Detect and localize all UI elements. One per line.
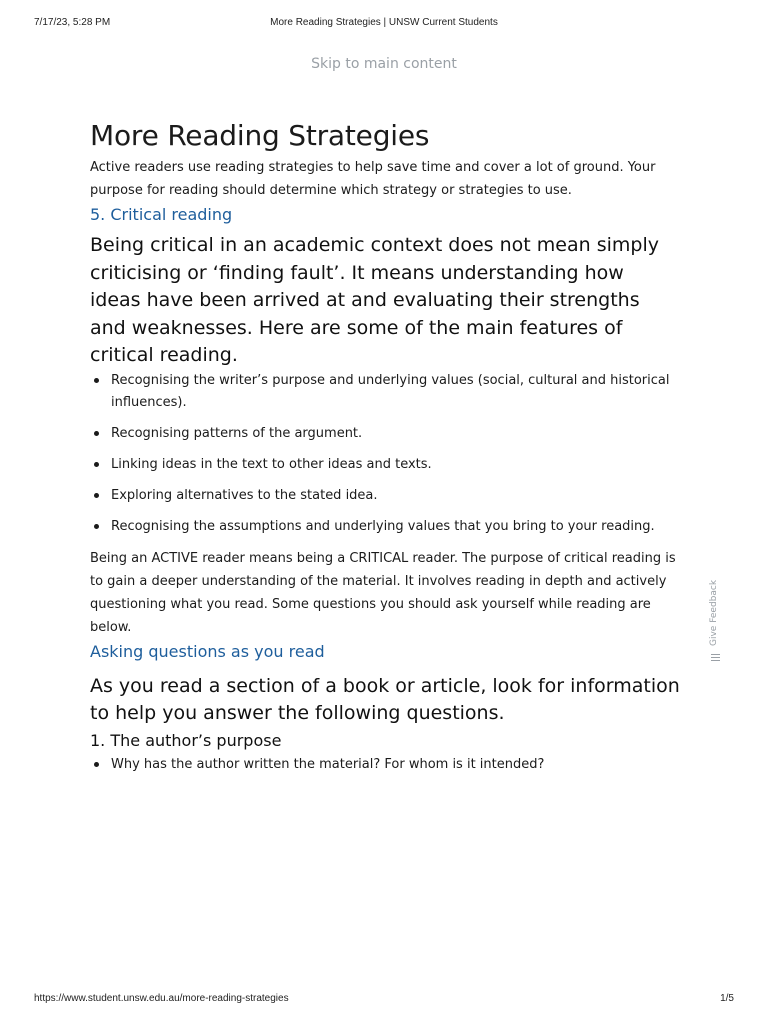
give-feedback-label: Give Feedback: [709, 579, 719, 646]
authors-purpose-questions-list: [90, 754, 680, 776]
critical-reading-heading: 5. Critical reading: [90, 205, 233, 224]
authors-purpose-heading: 1. The author’s purpose: [90, 730, 282, 750]
intro-paragraph: Active readers use reading strategies to help save time and cover a lot of ground. Your purpose for reading should determine which strategy or strategies to use.: [90, 160, 656, 198]
list-item: Recognising patterns of the argument.: [90, 423, 680, 445]
print-header: [34, 17, 734, 31]
list-item: Why has the author written the material? For whom is it intended?: [90, 754, 680, 776]
page-title: More Reading Strategies: [90, 119, 430, 152]
critical-reading-features-list: [90, 370, 680, 538]
page-indicator: 1/5: [720, 993, 734, 1004]
asking-questions-heading: Asking questions as you read: [90, 641, 325, 661]
print-datetime: 7/17/23, 5:28 PM: [34, 17, 111, 28]
list-item: Exploring alternatives to the stated idea.: [90, 485, 680, 507]
give-feedback-tab[interactable]: [706, 570, 726, 665]
print-document-title: More Reading Strategies | UNSW Current Students: [270, 17, 498, 28]
main-content: [90, 116, 680, 776]
active-reader-paragraph: Being an ACTIVE reader means being a CRITICAL reader. The purpose of critical reading is to gain a deeper understanding of the material. It involves reading in depth and actively questioning what you read. Some questions you should ask yourself while reading are below.: [90, 550, 676, 635]
list-item: Recognising the writer’s purpose and underlying values (social, cultural and historical influences).: [90, 370, 680, 414]
print-footer: [34, 993, 734, 1007]
asking-questions-lead: As you read a section of a book or article, look for information to help you answer the following questions.: [90, 674, 680, 724]
list-item: Linking ideas in the text to other ideas and texts.: [90, 454, 680, 476]
critical-reading-lead: Being critical in an academic context does not mean simply criticising or ‘finding fault’. It means understanding how ideas have been arrived at and evaluating their strengths and weaknesses. Here are some of the main features of critical reading.: [90, 234, 659, 366]
print-url: https://www.student.unsw.edu.au/more-reading-strategies: [34, 993, 289, 1004]
menu-lines-icon: [711, 654, 720, 661]
list-item: Recognising the assumptions and underlying values that you bring to your reading.: [90, 516, 680, 538]
skip-to-main-content-link[interactable]: Skip to main content: [311, 56, 457, 72]
